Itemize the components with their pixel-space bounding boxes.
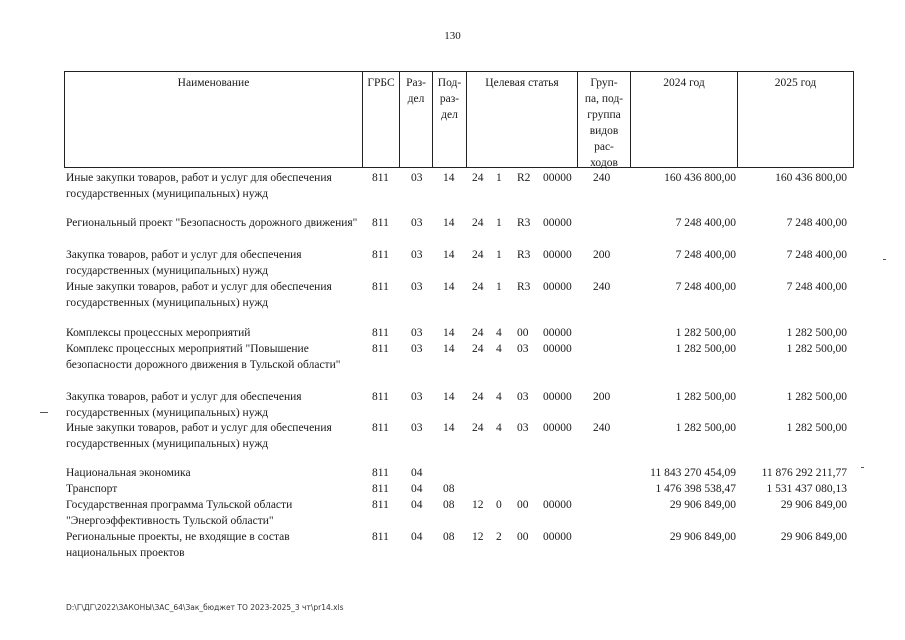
- row-target-direction: 00000: [543, 499, 572, 511]
- row-target-subprogram: 1: [496, 172, 502, 184]
- row-grbs: 811: [372, 249, 389, 261]
- row-amount-2024: 7 248 400,00: [675, 217, 736, 229]
- row-razdel: 04: [411, 499, 423, 511]
- row-target-program: 24: [472, 249, 484, 261]
- row-razdel: 03: [411, 343, 423, 355]
- scan-speck: [861, 467, 864, 468]
- row-target-event: 00: [517, 499, 529, 511]
- row-target-program: 24: [472, 281, 484, 293]
- row-target-direction: 00000: [543, 531, 572, 543]
- row-target-program: 24: [472, 327, 484, 339]
- row-podrazdel: 14: [443, 172, 455, 184]
- row-podrazdel: 14: [443, 343, 455, 355]
- row-target-program: 24: [472, 422, 484, 434]
- row-target-program: 24: [472, 343, 484, 355]
- row-amount-2024: 29 906 849,00: [669, 499, 736, 511]
- row-target-event: 03: [517, 391, 529, 403]
- row-expense-group: 240: [593, 422, 611, 434]
- row-amount-2025: 1 282 500,00: [786, 391, 847, 403]
- row-target-program: 12: [472, 499, 484, 511]
- header-year-2025: [737, 71, 854, 168]
- row-target-subprogram: 4: [496, 391, 502, 403]
- row-name: Закупка товаров, работ и услуг для обеспечения государственных (муниципальных) нужд: [66, 249, 302, 277]
- row-podrazdel: 14: [443, 327, 455, 339]
- row-expense-group: 200: [593, 391, 611, 403]
- row-target-direction: 00000: [543, 217, 572, 229]
- row-target-event: 00: [517, 531, 529, 543]
- row-target-event: 00: [517, 327, 529, 339]
- row-amount-2024: 1 282 500,00: [675, 343, 736, 355]
- row-expense-group: 240: [593, 281, 611, 293]
- row-target-event: R3: [517, 249, 531, 261]
- row-amount-2025: 1 282 500,00: [786, 343, 847, 355]
- row-target-subprogram: 1: [496, 281, 502, 293]
- row-amount-2024: 7 248 400,00: [675, 281, 736, 293]
- header-podrazdel: [432, 71, 467, 168]
- row-grbs: 811: [372, 172, 389, 184]
- row-razdel: 03: [411, 249, 423, 261]
- row-target-subprogram: 4: [496, 327, 502, 339]
- row-podrazdel: 14: [443, 422, 455, 434]
- header-target-label: Целевая статья: [485, 77, 559, 89]
- page-number: 130: [444, 30, 461, 42]
- row-grbs: 811: [372, 422, 389, 434]
- row-name: Региональный проект "Безопасность дорожного движения": [66, 217, 358, 229]
- header-year-2024: [630, 71, 738, 168]
- row-amount-2025: 29 906 849,00: [780, 531, 847, 543]
- row-target-event: R3: [517, 217, 531, 229]
- row-name: Государственная программа Тульской области "Энергоэффективность Тульской области": [66, 499, 293, 527]
- row-amount-2025: 7 248 400,00: [786, 281, 847, 293]
- row-podrazdel: 08: [443, 531, 455, 543]
- row-amount-2025: 1 282 500,00: [786, 327, 847, 339]
- row-razdel: 04: [411, 483, 423, 495]
- row-expense-group: 200: [593, 249, 611, 261]
- row-razdel: 03: [411, 422, 423, 434]
- header-group-line: рас-: [594, 141, 614, 153]
- row-target-direction: 00000: [543, 422, 572, 434]
- header-2025-label: 2025 год: [774, 77, 817, 89]
- header-group-line: ходов: [590, 157, 618, 169]
- row-name: Закупка товаров, работ и услуг для обеспечения государственных (муниципальных) нужд: [66, 391, 302, 419]
- row-target-program: 24: [472, 391, 484, 403]
- row-target-direction: 00000: [543, 281, 572, 293]
- row-expense-group: 240: [593, 172, 611, 184]
- scan-speck: [883, 259, 886, 260]
- row-target-program: 12: [472, 531, 484, 543]
- header-razdel-line: дел: [407, 93, 425, 105]
- row-target-program: 24: [472, 172, 484, 184]
- row-razdel: 04: [411, 467, 423, 479]
- header-razdel-line: Раз-: [406, 77, 426, 89]
- header-podrazdel-line: дел: [441, 109, 458, 121]
- header-group-line: видов: [589, 125, 619, 137]
- row-amount-2025: 11 876 292 211,77: [761, 467, 847, 479]
- row-target-program: 24: [472, 217, 484, 229]
- row-target-event: 03: [517, 422, 529, 434]
- row-name: Комплекс процессных мероприятий "Повышение безопасности дорожного движения в Тульской области": [66, 343, 341, 371]
- row-target-subprogram: 1: [496, 249, 502, 261]
- row-grbs: 811: [372, 343, 389, 355]
- row-razdel: 04: [411, 531, 423, 543]
- row-name: Транспорт: [66, 483, 118, 495]
- row-name: Комплексы процессных мероприятий: [66, 327, 251, 339]
- table-header: [64, 71, 854, 168]
- row-podrazdel: 14: [443, 217, 455, 229]
- row-name: Иные закупки товаров, работ и услуг для обеспечения государственных (муниципальных) нужд: [66, 422, 332, 450]
- header-podrazdel-line: Под-: [437, 77, 462, 89]
- row-podrazdel: 14: [443, 249, 455, 261]
- row-razdel: 03: [411, 281, 423, 293]
- row-razdel: 03: [411, 217, 423, 229]
- row-amount-2024: 160 436 800,00: [664, 172, 736, 184]
- row-target-direction: 00000: [543, 172, 572, 184]
- row-podrazdel: 14: [443, 391, 455, 403]
- row-target-subprogram: 2: [496, 531, 502, 543]
- row-podrazdel: 08: [443, 499, 455, 511]
- row-amount-2024: 11 843 270 454,09: [650, 467, 736, 479]
- row-grbs: 811: [372, 217, 389, 229]
- row-amount-2024: 29 906 849,00: [669, 531, 736, 543]
- row-target-event: R3: [517, 281, 531, 293]
- row-razdel: 03: [411, 391, 423, 403]
- header-name: [64, 71, 363, 168]
- row-amount-2024: 1 282 500,00: [675, 327, 736, 339]
- header-expense-group: [577, 71, 631, 168]
- header-2024-label: 2024 год: [663, 77, 705, 89]
- header-group-line: па, под-: [584, 93, 624, 105]
- row-grbs: 811: [372, 467, 389, 479]
- header-target-article: [466, 71, 578, 168]
- row-amount-2025: 7 248 400,00: [786, 217, 847, 229]
- header-name-label: Наименование: [177, 77, 250, 89]
- row-amount-2024: 1 282 500,00: [675, 422, 736, 434]
- row-amount-2025: 29 906 849,00: [780, 499, 847, 511]
- header-razdel: [399, 71, 433, 168]
- row-target-subprogram: 0: [496, 499, 502, 511]
- row-name: Иные закупки товаров, работ и услуг для обеспечения государственных (муниципальных) нужд: [66, 281, 332, 309]
- row-target-event: R2: [517, 172, 531, 184]
- row-amount-2025: 1 282 500,00: [786, 422, 847, 434]
- header-grbs-label: ГРБС: [367, 77, 395, 89]
- row-amount-2024: 7 248 400,00: [675, 249, 736, 261]
- row-target-direction: 00000: [543, 343, 572, 355]
- file-path-footer: D:\Г\ДГ\2022\ЗАКОНЫ\ЗАС_64\Зак_бюджет ТО 2023-2025_3 чт\pr14.xls: [66, 603, 344, 612]
- row-grbs: 811: [372, 327, 389, 339]
- row-grbs: 811: [372, 499, 389, 511]
- scan-speck: [40, 412, 48, 413]
- row-razdel: 03: [411, 172, 423, 184]
- row-amount-2025: 160 436 800,00: [775, 172, 847, 184]
- row-target-subprogram: 4: [496, 422, 502, 434]
- header-group-line: Груп-: [590, 77, 618, 89]
- row-grbs: 811: [372, 281, 389, 293]
- row-name: Иные закупки товаров, работ и услуг для обеспечения государственных (муниципальных) нужд: [66, 172, 332, 200]
- header-podrazdel-line: раз-: [439, 93, 460, 105]
- row-name: Региональные проекты, не входящие в состав национальных проектов: [66, 531, 290, 559]
- row-target-direction: 00000: [543, 327, 572, 339]
- row-amount-2025: 1 531 437 080,13: [766, 483, 847, 495]
- row-podrazdel: 08: [443, 483, 455, 495]
- row-podrazdel: 14: [443, 281, 455, 293]
- row-target-direction: 00000: [543, 249, 572, 261]
- row-target-event: 03: [517, 343, 529, 355]
- row-razdel: 03: [411, 327, 423, 339]
- row-grbs: 811: [372, 391, 389, 403]
- row-amount-2025: 7 248 400,00: [786, 249, 847, 261]
- row-amount-2024: 1 282 500,00: [675, 391, 736, 403]
- header-group-line: группа: [587, 109, 621, 121]
- row-name: Национальная экономика: [66, 467, 191, 479]
- header-grbs: [362, 71, 400, 168]
- row-target-subprogram: 1: [496, 217, 502, 229]
- row-grbs: 811: [372, 483, 389, 495]
- row-target-direction: 00000: [543, 391, 572, 403]
- row-target-subprogram: 4: [496, 343, 502, 355]
- row-amount-2024: 1 476 398 538,47: [655, 483, 736, 495]
- row-grbs: 811: [372, 531, 389, 543]
